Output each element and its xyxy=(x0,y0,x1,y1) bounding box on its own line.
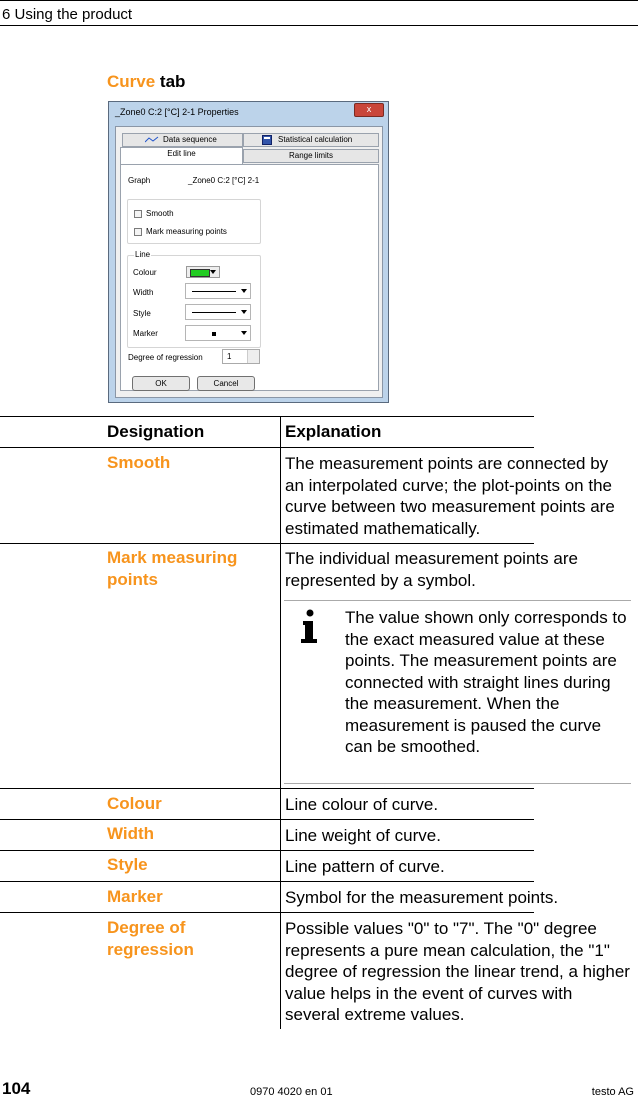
edit-line-panel xyxy=(120,164,379,391)
table-rule xyxy=(0,819,534,820)
marker-label: Marker xyxy=(133,329,158,338)
designation-mark: Mark measuring points xyxy=(107,548,238,589)
degree-label: Degree of regression xyxy=(128,353,203,362)
curve-icon xyxy=(145,136,159,144)
line-group xyxy=(127,250,261,348)
options-group xyxy=(127,199,261,244)
note-text: The value shown only corresponds to the exact measured value at these points. The measurement points are connected with straight lines during the measurement. When the measurement is paused the curve can be smoothed. xyxy=(345,608,627,756)
designation-smooth: Smooth xyxy=(107,453,171,472)
dialog-client xyxy=(115,126,383,398)
tab-edit-line-label: Edit line xyxy=(167,149,196,158)
ok-button[interactable]: OK xyxy=(132,376,190,391)
style-select[interactable] xyxy=(185,304,251,320)
spinner-arrows[interactable] xyxy=(247,350,259,363)
colour-label: Colour xyxy=(133,268,157,277)
calculator-icon xyxy=(262,135,272,145)
width-preview xyxy=(192,291,236,292)
table-rule xyxy=(0,881,534,882)
style-label: Style xyxy=(133,309,151,318)
col-header-explanation: Explanation xyxy=(285,422,382,441)
section-title xyxy=(107,72,185,92)
mark-points-label: Mark measuring points xyxy=(146,227,227,236)
company-name: testo AG xyxy=(591,1086,634,1098)
info-note xyxy=(284,600,631,784)
page-footer xyxy=(0,1079,638,1098)
chevron-down-icon xyxy=(241,289,247,293)
style-preview xyxy=(192,312,236,313)
document-number: 0970 4020 en 01 xyxy=(250,1086,333,1098)
tab-data-sequence-label: Data sequence xyxy=(163,135,217,144)
explanation-marker: Symbol for the measurement points. xyxy=(285,888,559,907)
table-rule xyxy=(0,447,534,448)
tab-data-sequence[interactable] xyxy=(122,133,243,147)
col-header-designation: Designation xyxy=(107,422,205,441)
tab-range-limits-label: Range limits xyxy=(288,151,333,160)
chevron-down-icon xyxy=(241,310,247,314)
designation-style: Style xyxy=(107,855,148,874)
tab-edit-line[interactable] xyxy=(120,147,243,165)
chevron-down-icon xyxy=(210,270,216,274)
table-rule xyxy=(0,788,534,789)
table-rule xyxy=(0,543,534,544)
tab-statistical-label: Statistical calculation xyxy=(278,135,353,144)
tab-statistical-calculation[interactable] xyxy=(243,133,379,147)
properties-dialog xyxy=(108,101,389,403)
page-header xyxy=(0,0,638,26)
marker-select[interactable] xyxy=(185,325,251,341)
width-select[interactable] xyxy=(185,283,251,299)
explanation-style: Line pattern of curve. xyxy=(285,857,445,876)
chevron-down-icon xyxy=(241,331,247,335)
info-icon xyxy=(296,609,320,645)
page-number: 104 xyxy=(2,1079,31,1098)
section-title-keyword: Curve xyxy=(107,72,156,91)
mark-points-checkbox[interactable] xyxy=(134,228,142,236)
tab-range-limits[interactable] xyxy=(243,149,379,163)
line-group-title: Line xyxy=(135,250,151,259)
graph-value: _Zone0 C:2 [°C] 2-1 xyxy=(188,176,260,185)
designation-degree: Degree of regression xyxy=(107,918,194,959)
explanation-smooth: The measurement points are connected by an interpolated curve; the plot-points on the curve between two measurement points are estimated mathematically. xyxy=(285,454,615,538)
width-label: Width xyxy=(133,288,154,297)
explanation-colour: Line colour of curve. xyxy=(285,795,439,814)
designation-colour: Colour xyxy=(107,794,162,813)
chapter-title: 6 Using the product xyxy=(2,6,133,23)
degree-value: 1 xyxy=(227,352,232,361)
table-rule xyxy=(0,850,534,851)
explanation-degree: Possible values "0" to "7". The "0" degree represents a pure mean calculation, the "1" degree of regression the linear trend, a higher value helps in the event of curves with several extreme values. xyxy=(285,919,630,1024)
table-rule xyxy=(0,416,534,417)
dialog-titlebar xyxy=(109,102,388,120)
explanation-mark: The individual measurement points are represented by a symbol. xyxy=(285,549,578,590)
dialog-title: _Zone0 C:2 [°C] 2-1 Properties xyxy=(115,107,239,117)
cancel-button[interactable]: Cancel xyxy=(197,376,255,391)
degree-spinner[interactable] xyxy=(222,349,260,364)
smooth-label: Smooth xyxy=(146,209,174,218)
marker-preview xyxy=(212,332,216,336)
colour-picker[interactable] xyxy=(186,266,220,278)
explanation-width: Line weight of curve. xyxy=(285,826,441,845)
smooth-checkbox[interactable] xyxy=(134,210,142,218)
graph-label: Graph xyxy=(128,176,151,185)
designation-width: Width xyxy=(107,824,155,843)
table-divider xyxy=(280,416,281,1029)
table-rule xyxy=(0,912,534,913)
section-title-rest: tab xyxy=(155,72,186,91)
colour-swatch xyxy=(190,269,210,277)
close-button[interactable]: x xyxy=(354,103,384,117)
designation-marker: Marker xyxy=(107,887,163,906)
